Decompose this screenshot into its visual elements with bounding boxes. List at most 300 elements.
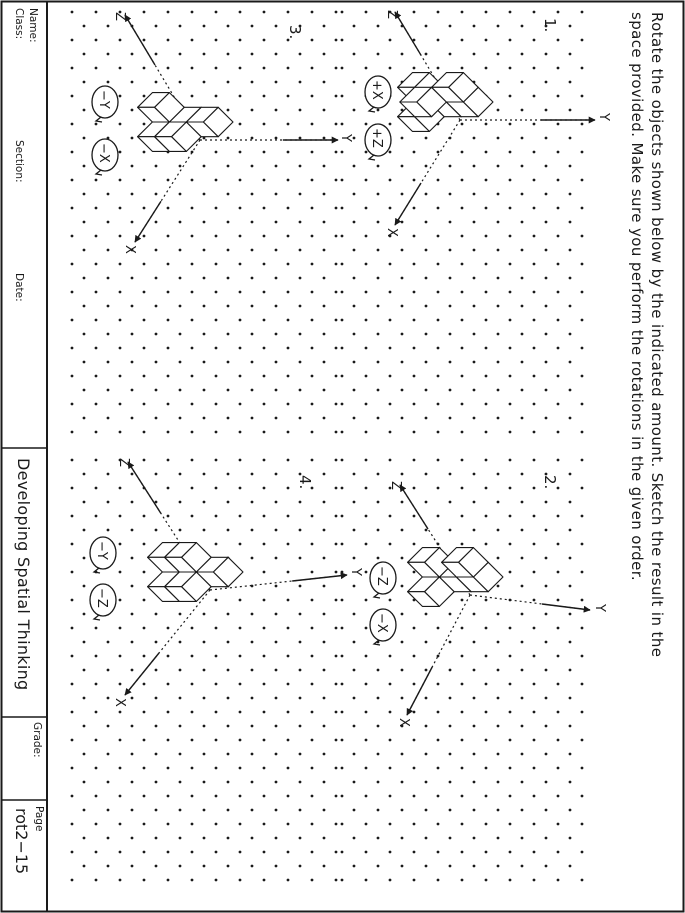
grid-dot <box>365 179 368 182</box>
grid-dot <box>557 767 560 770</box>
grid-dot <box>251 109 254 112</box>
grid-dot <box>119 39 122 42</box>
grid-dot <box>473 865 476 868</box>
grid-dot <box>365 403 368 406</box>
grid-dot <box>107 81 110 84</box>
grid-dot <box>437 235 440 238</box>
grid-dot <box>131 781 134 784</box>
grid-dot <box>95 515 98 518</box>
grid-dot <box>581 767 584 770</box>
grid-dot <box>581 879 584 882</box>
grid-dot <box>461 823 464 826</box>
grid-dot <box>341 851 344 854</box>
grid-dot <box>485 235 488 238</box>
grid-dot <box>485 459 488 462</box>
grid-dot <box>533 39 536 42</box>
grid-dot <box>581 347 584 350</box>
grid-dot <box>335 123 338 126</box>
grid-dot <box>107 333 110 336</box>
grid-dot <box>155 473 158 476</box>
grid-dot <box>449 837 452 840</box>
grid-dot <box>437 683 440 686</box>
grid-dot <box>521 585 524 588</box>
grid-dot <box>389 375 392 378</box>
grid-dot <box>71 599 74 602</box>
grid-dot <box>227 25 230 28</box>
grid-dot <box>545 669 548 672</box>
grid-dot <box>497 641 500 644</box>
grid-dot <box>167 375 170 378</box>
grid-dot <box>191 795 194 798</box>
grid-dot <box>215 347 218 350</box>
grid-dot <box>521 837 524 840</box>
grid-dot <box>557 151 560 154</box>
z-axis-label: Z <box>116 458 131 467</box>
grid-dot <box>335 599 338 602</box>
grid-dot <box>287 11 290 14</box>
grid-dot <box>335 431 338 434</box>
grid-dot <box>569 193 572 196</box>
grid-dot <box>521 277 524 280</box>
grid-dot <box>179 165 182 168</box>
grid-dot <box>203 613 206 616</box>
grid-dot <box>341 375 344 378</box>
grid-dot <box>497 193 500 196</box>
grid-dot <box>131 501 134 504</box>
grid-dot <box>299 585 302 588</box>
grid-dot <box>485 683 488 686</box>
grid-dot <box>509 823 512 826</box>
grid-dot <box>341 823 344 826</box>
grid-dot <box>449 221 452 224</box>
grid-dot <box>341 599 344 602</box>
grid-dot <box>521 193 524 196</box>
grid-dot <box>191 291 194 294</box>
grid-dot <box>227 753 230 756</box>
grid-dot <box>449 809 452 812</box>
grid-dot <box>311 319 314 322</box>
grid-dot <box>263 851 266 854</box>
grid-dot <box>509 123 512 126</box>
grid-dot <box>413 67 416 70</box>
grid-dot <box>335 571 338 574</box>
rotation-label: +Z <box>369 128 384 148</box>
grid-dot <box>239 795 242 798</box>
grid-dot <box>557 879 560 882</box>
grid-dot <box>131 669 134 672</box>
grid-dot <box>323 277 326 280</box>
grid-dot <box>461 39 464 42</box>
grid-dot <box>545 221 548 224</box>
grid-dot <box>311 459 314 462</box>
grid-dot <box>155 529 158 532</box>
grid-dot <box>581 543 584 546</box>
grid-dot <box>335 179 338 182</box>
grid-dot <box>545 753 548 756</box>
grid-dot <box>227 837 230 840</box>
grid-dot <box>509 655 512 658</box>
grid-dot <box>263 655 266 658</box>
grid-dot <box>227 53 230 56</box>
grid-dot <box>287 851 290 854</box>
grid-dot <box>509 543 512 546</box>
grid-dot <box>71 851 74 854</box>
grid-dot <box>509 291 512 294</box>
grid-dot <box>545 193 548 196</box>
grid-dot <box>437 347 440 350</box>
grid-dot <box>83 473 86 476</box>
isometric-object <box>408 548 503 607</box>
grid-dot <box>473 25 476 28</box>
grid-dot <box>353 725 356 728</box>
grid-dot <box>413 431 416 434</box>
grid-dot <box>473 417 476 420</box>
grid-dot <box>569 753 572 756</box>
grid-dot <box>179 53 182 56</box>
grid-dot <box>191 459 194 462</box>
grid-dot <box>545 249 548 252</box>
grid-dot <box>299 277 302 280</box>
grid-dot <box>263 263 266 266</box>
grid-dot <box>119 655 122 658</box>
grid-dot <box>95 207 98 210</box>
grid-dot <box>485 431 488 434</box>
grid-dot <box>473 277 476 280</box>
grid-dot <box>335 151 338 154</box>
grid-dot <box>449 725 452 728</box>
grid-dot <box>461 515 464 518</box>
grid-dot <box>227 501 230 504</box>
grid-dot <box>83 417 86 420</box>
grid-dot <box>569 529 572 532</box>
grid-dot <box>179 25 182 28</box>
grid-dot <box>287 879 290 882</box>
date-label: Date: <box>13 273 25 302</box>
grid-dot <box>119 851 122 854</box>
grid-dot <box>341 67 344 70</box>
grid-dot <box>497 585 500 588</box>
grid-dot <box>239 851 242 854</box>
grid-dot <box>425 613 428 616</box>
grid-dot <box>251 361 254 364</box>
grid-dot <box>311 767 314 770</box>
grid-dot <box>437 319 440 322</box>
grid-dot <box>215 235 218 238</box>
grid-dot <box>263 11 266 14</box>
grid-dot <box>353 837 356 840</box>
grid-dot <box>473 613 476 616</box>
grid-dot <box>569 725 572 728</box>
grid-dot <box>377 865 380 868</box>
grid-dot <box>545 165 548 168</box>
grid-dot <box>287 711 290 714</box>
grid-dot <box>401 585 404 588</box>
grid-dot <box>425 137 428 140</box>
grid-dot <box>449 165 452 168</box>
rotation-arrowhead-icon <box>369 155 375 160</box>
grid-dot <box>215 767 218 770</box>
grid-dot <box>179 277 182 280</box>
grid-dot <box>119 795 122 798</box>
grid-dot <box>143 403 146 406</box>
grid-dot <box>263 347 266 350</box>
grade-label: Grade: <box>31 722 43 758</box>
grid-dot <box>143 375 146 378</box>
rotation-label: −Y <box>96 90 111 109</box>
grid-dot <box>377 697 380 700</box>
grid-dot <box>413 459 416 462</box>
grid-dot <box>191 515 194 518</box>
grid-dot <box>167 67 170 70</box>
grid-dot <box>119 627 122 630</box>
grid-dot <box>155 361 158 364</box>
grid-dot <box>497 25 500 28</box>
grid-dot <box>353 389 356 392</box>
grid-dot <box>203 221 206 224</box>
grid-dot <box>569 333 572 336</box>
grid-dot <box>509 627 512 630</box>
grid-dot <box>389 151 392 154</box>
isometric-object <box>138 93 233 152</box>
grid-dot <box>215 627 218 630</box>
grid-dot <box>545 81 548 84</box>
grid-dot <box>335 375 338 378</box>
grid-dot <box>389 851 392 854</box>
grid-dot <box>377 305 380 308</box>
grid-dot <box>335 263 338 266</box>
grid-dot <box>107 529 110 532</box>
grid-dot <box>323 641 326 644</box>
grid-dot <box>215 795 218 798</box>
grid-dot <box>509 179 512 182</box>
grid-dot <box>119 123 122 126</box>
grid-dot <box>545 53 548 56</box>
grid-dot <box>107 53 110 56</box>
grid-dot <box>377 25 380 28</box>
grid-dot <box>203 389 206 392</box>
grid-dot <box>461 207 464 210</box>
grid-dot <box>413 319 416 322</box>
grid-dot <box>299 333 302 336</box>
grid-dot <box>335 879 338 882</box>
grid-dot <box>533 711 536 714</box>
rotation-arrowhead-icon <box>94 568 100 573</box>
grid-dot <box>497 277 500 280</box>
grid-dot <box>299 501 302 504</box>
grid-dot <box>227 725 230 728</box>
grid-dot <box>521 109 524 112</box>
grid-dot <box>119 375 122 378</box>
grid-dot <box>389 347 392 350</box>
grid-dot <box>521 473 524 476</box>
grid-dot <box>461 627 464 630</box>
grid-dot <box>323 809 326 812</box>
grid-dot <box>323 389 326 392</box>
grid-dot <box>509 515 512 518</box>
grid-dot <box>425 221 428 224</box>
grid-dot <box>155 305 158 308</box>
grid-dot <box>461 263 464 266</box>
problem-3 <box>92 12 353 254</box>
grid-dot <box>251 417 254 420</box>
grid-dot <box>521 641 524 644</box>
grid-dot <box>323 249 326 252</box>
grid-dot <box>167 767 170 770</box>
grid-dot <box>335 39 338 42</box>
y-axis-label: Y <box>596 113 611 121</box>
grid-dot <box>71 347 74 350</box>
grid-dot <box>341 515 344 518</box>
grid-dot <box>365 459 368 462</box>
grid-dot <box>143 823 146 826</box>
grid-dot <box>119 403 122 406</box>
grid-dot <box>299 417 302 420</box>
grid-dot <box>95 179 98 182</box>
grid-dot <box>449 193 452 196</box>
grid-dot <box>569 81 572 84</box>
grid-dot <box>227 389 230 392</box>
grid-dot <box>497 389 500 392</box>
grid-dot <box>401 697 404 700</box>
grid-dot <box>497 865 500 868</box>
grid-dot <box>323 473 326 476</box>
grid-dot <box>71 11 74 14</box>
grid-dot <box>311 95 314 98</box>
grid-dot <box>131 221 134 224</box>
grid-dot <box>143 459 146 462</box>
grid-dot <box>227 81 230 84</box>
rotation-badge <box>370 609 396 645</box>
grid-dot <box>461 11 464 14</box>
grid-dot <box>365 431 368 434</box>
grid-dot <box>509 431 512 434</box>
grid-dot <box>425 641 428 644</box>
grid-dot <box>227 249 230 252</box>
grid-dot <box>485 263 488 266</box>
grid-dot <box>131 53 134 56</box>
rotation-label: +X <box>369 80 384 100</box>
grid-dot <box>263 123 266 126</box>
grid-dot <box>299 753 302 756</box>
grid-dot <box>557 515 560 518</box>
grid-dot <box>215 879 218 882</box>
grid-dot <box>497 837 500 840</box>
grid-dot <box>239 207 242 210</box>
grid-dot <box>365 543 368 546</box>
grid-dot <box>545 417 548 420</box>
grid-dot <box>71 767 74 770</box>
grid-dot <box>365 235 368 238</box>
grid-dot <box>425 501 428 504</box>
grid-dot <box>377 501 380 504</box>
grid-dot <box>473 837 476 840</box>
grid-dot <box>119 515 122 518</box>
grid-dot <box>83 193 86 196</box>
grid-dot <box>155 753 158 756</box>
grid-dot <box>425 389 428 392</box>
grid-dot <box>401 865 404 868</box>
grid-dot <box>437 487 440 490</box>
grid-dot <box>389 739 392 742</box>
grid-dot <box>311 879 314 882</box>
grid-dot <box>557 543 560 546</box>
grid-dot <box>545 137 548 140</box>
grid-dot <box>275 473 278 476</box>
grid-dot <box>143 123 146 126</box>
grid-dot <box>377 669 380 672</box>
rotation-label: −Z <box>374 566 389 586</box>
z-axis-label: Z <box>112 12 127 21</box>
grid-dot <box>143 431 146 434</box>
grid-dot <box>275 25 278 28</box>
grid-dot <box>401 417 404 420</box>
grid-dot <box>263 823 266 826</box>
grid-dot <box>155 865 158 868</box>
grid-dot <box>569 389 572 392</box>
grid-dot <box>311 515 314 518</box>
grid-dot <box>557 375 560 378</box>
grid-dot <box>311 403 314 406</box>
grid-dot <box>131 529 134 532</box>
grid-dot <box>437 739 440 742</box>
grid-dot <box>335 739 338 742</box>
grid-dot <box>131 697 134 700</box>
grid-dot <box>323 557 326 560</box>
grid-dot <box>239 151 242 154</box>
grid-dot <box>473 137 476 140</box>
grid-dot <box>263 599 266 602</box>
x-axis-arrow <box>407 667 432 715</box>
grid-dot <box>377 165 380 168</box>
grid-dot <box>497 501 500 504</box>
grid-dot <box>191 235 194 238</box>
grid-dot <box>497 165 500 168</box>
grid-dot <box>311 39 314 42</box>
grid-dot <box>83 109 86 112</box>
grid-dot <box>275 837 278 840</box>
grid-dot <box>581 403 584 406</box>
grid-dot <box>227 697 230 700</box>
grid-dot <box>353 529 356 532</box>
grid-dot <box>533 235 536 238</box>
grid-dot <box>107 25 110 28</box>
grid-dot <box>335 11 338 14</box>
grid-dot <box>287 431 290 434</box>
grid-dot <box>425 25 428 28</box>
grid-dot <box>203 333 206 336</box>
grid-dot <box>521 781 524 784</box>
grid-dot <box>413 767 416 770</box>
grid-dot <box>311 543 314 546</box>
grid-dot <box>509 319 512 322</box>
grid-dot <box>353 165 356 168</box>
grid-dot <box>533 347 536 350</box>
grid-dot <box>413 179 416 182</box>
grid-dot <box>131 641 134 644</box>
grid-dot <box>401 781 404 784</box>
grid-dot <box>311 739 314 742</box>
grid-dot <box>287 263 290 266</box>
grid-dot <box>323 585 326 588</box>
grid-dot <box>287 823 290 826</box>
grid-dot <box>509 571 512 574</box>
grid-dot <box>497 753 500 756</box>
grid-dot <box>425 249 428 252</box>
grid-dot <box>227 613 230 616</box>
grid-dot <box>401 613 404 616</box>
grid-dot <box>533 123 536 126</box>
grid-dot <box>377 193 380 196</box>
